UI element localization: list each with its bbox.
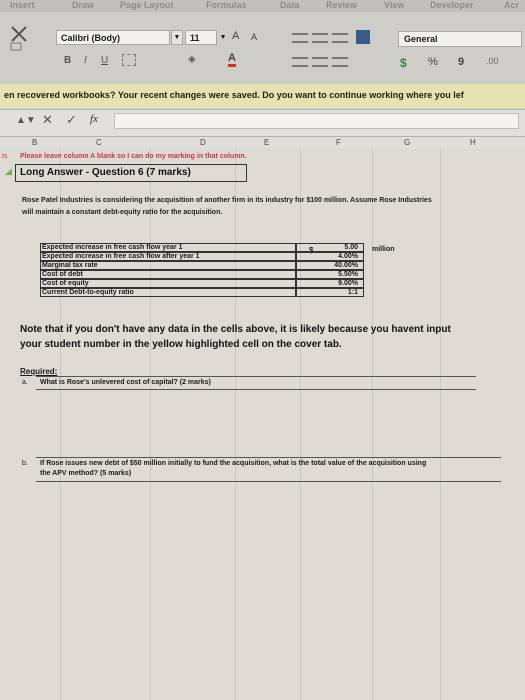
row-label: ts (2, 153, 8, 160)
marking-instruction[interactable]: Please leave column A blank so I can do my marking in that column. (20, 153, 247, 160)
wrap-text-icon[interactable] (356, 30, 370, 44)
input-label: Cost of equity (42, 280, 89, 287)
note-text[interactable]: your student number in the yellow highlighted cell on the cover tab. (20, 339, 342, 350)
ribbon-tabs (0, 0, 525, 12)
column-header-h[interactable]: H (470, 138, 476, 147)
input-value: 1:1 (347, 289, 358, 296)
underline-button[interactable]: U (101, 55, 109, 66)
gridline (235, 148, 236, 700)
tab-acrobat[interactable]: Acr (504, 0, 520, 10)
tab-developer[interactable]: Developer (430, 0, 474, 10)
tab-view[interactable]: View (384, 0, 405, 10)
input-value: 9.00% (338, 280, 358, 287)
tab-review[interactable]: Review (326, 0, 358, 10)
input-label: Expected increase in free cash flow year 1 (42, 244, 183, 251)
bold-button[interactable]: B (64, 55, 72, 66)
align-left-icon[interactable] (292, 57, 308, 67)
column-header-d[interactable]: D (200, 138, 206, 147)
tab-insert[interactable]: Insert (10, 0, 35, 10)
input-value: 5.00 (344, 244, 358, 251)
input-value: 5.50% (338, 271, 358, 278)
percent-button[interactable]: % (428, 56, 438, 68)
question-a-letter: a. (22, 379, 28, 386)
question-b-letter: b. (22, 460, 28, 467)
insert-function-icon[interactable]: fx (90, 113, 98, 125)
font-color-button[interactable]: A (228, 53, 236, 67)
column-header-b[interactable]: B (32, 138, 38, 147)
tab-data[interactable]: Data (280, 0, 300, 10)
input-label: Expected increase in free cash flow after year 1 (42, 253, 200, 260)
grow-font-button[interactable]: A (232, 30, 240, 42)
gridline (300, 148, 301, 700)
gridline (372, 148, 373, 700)
gridline (440, 148, 441, 700)
tab-page-layout[interactable]: Page Layout (120, 0, 174, 10)
input-value: 4.00% (338, 253, 358, 260)
font-name-select[interactable]: Calibri (Body) (56, 30, 170, 45)
intro-text[interactable]: Rose Patel Industries is considering the acquisition of another firm in its industry for $100 million. Assume Rose Industries (22, 197, 432, 204)
font-size-select[interactable]: 11 (185, 30, 217, 45)
unit-label: million (372, 246, 395, 253)
align-center-icon[interactable] (312, 57, 328, 67)
input-value: 40.00% (334, 262, 358, 269)
required-heading[interactable]: Required: (20, 367, 58, 376)
tab-formulas[interactable]: Formulas (206, 0, 247, 10)
cut-icon[interactable] (8, 23, 30, 51)
number-format-select[interactable]: General (398, 31, 522, 47)
gridline (150, 148, 151, 700)
currency-button[interactable]: $ (400, 56, 407, 70)
cancel-icon[interactable]: ✕ (42, 112, 53, 127)
align-middle-icon[interactable] (312, 33, 328, 43)
align-bottom-icon[interactable] (332, 33, 348, 43)
column-header-e[interactable]: E (264, 138, 270, 147)
question-b-text: the APV method? (5 marks) (40, 470, 132, 477)
question-a-text: What is Rose's unlevered cost of capital? (2 marks) (40, 379, 211, 386)
cell-marker-icon: ◢ (5, 166, 12, 176)
paint-bucket-icon[interactable]: ◈ (188, 54, 196, 65)
worksheet-grid[interactable] (0, 148, 525, 700)
input-label: Marginal tax rate (42, 262, 98, 269)
question-title: Long Answer - Question 6 (7 marks) (20, 167, 191, 178)
increase-decimal-button[interactable]: .00 (486, 56, 499, 66)
align-top-icon[interactable] (292, 33, 308, 43)
italic-button[interactable]: I (84, 55, 87, 66)
notification-text: en recovered workbooks? Your recent changes were saved. Do you want to continue working where you lef (4, 90, 464, 100)
question-b-text: If Rose issues new debt of $50 million initially to fund the acquisition, what is the total value of the acquisition using (40, 460, 427, 467)
intro-text[interactable]: will maintain a constant debt-equity ratio for the acquisition. (22, 209, 223, 216)
column-header-g[interactable]: G (404, 138, 411, 147)
column-header-f[interactable]: F (336, 138, 341, 147)
comma-style-button[interactable]: 9 (458, 56, 465, 68)
borders-icon[interactable] (122, 54, 136, 66)
gridline (60, 148, 61, 700)
column-header-c[interactable]: C (96, 138, 102, 147)
name-box-stepper[interactable]: ▲▼ (16, 115, 36, 126)
align-right-icon[interactable] (332, 57, 348, 67)
check-icon[interactable]: ✓ (66, 112, 77, 127)
chevron-down-icon[interactable]: ▼ (171, 30, 183, 45)
chevron-down-icon[interactable]: ▼ (219, 34, 227, 41)
formula-input[interactable] (114, 113, 519, 129)
currency-symbol: $ (309, 246, 314, 255)
tab-draw[interactable]: Draw (72, 0, 95, 10)
input-label: Current Debt-to-equity ratio (42, 289, 134, 296)
note-text[interactable]: Note that if you don't have any data in the cells above, it is likely because you havent input (20, 324, 451, 335)
shrink-font-button[interactable]: A (251, 32, 258, 42)
input-label: Cost of debt (42, 271, 83, 278)
